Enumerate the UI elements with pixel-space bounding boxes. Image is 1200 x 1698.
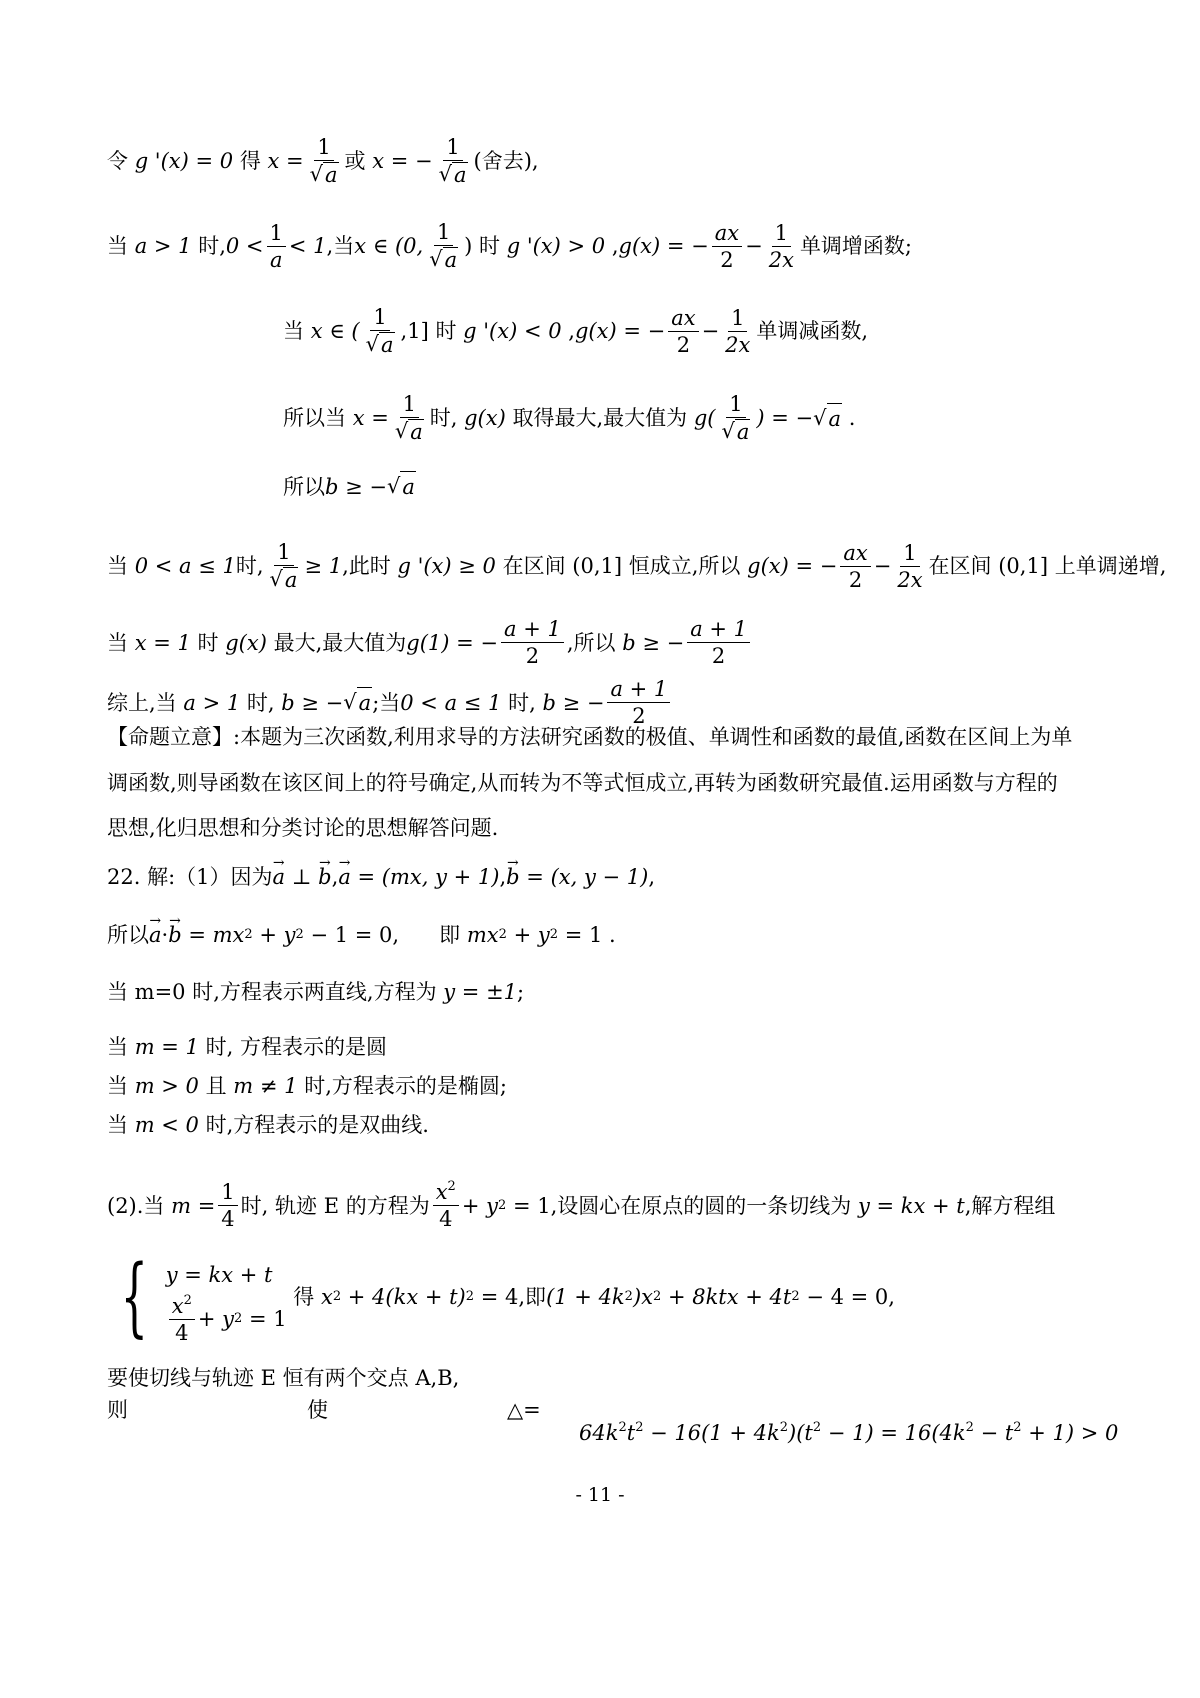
line-3: 当 x ∈ ( 1 √ a ,1] 时 g '(x) < 0 , g(x) = − $\frac{ax}{2}$ − $\frac{1}{2x}$ 单调减函数, [283,305,869,357]
line-2: 当 a > 1 时, 0 < $\frac{1}{a}$ < 1 ,当 x ∈ (0, 1 √ a ) 时 g '(x) > 0 , g(x) = − $\frac{ax}{2}$ − $\frac{1}{2x}$ 单调增函数; [107,220,913,272]
fraction: $\frac{a + 1}{2}$ [501,617,564,668]
line-1 [107,135,539,187]
line-13: 所以 → a · → b = mx 2 + y 2 − 1 = 0 , 即 mx 2 + y 2 = 1 . [107,920,616,950]
fraction: $\frac{ax}{2}$ [840,541,870,592]
fraction: 1 √ a [309,135,338,187]
fraction: $\frac{x^2}{4}$ [433,1180,459,1231]
line-14: 当 m=0 时,方程表示两直线,方程为 y = ±1 ; [107,980,525,1004]
fraction: $\frac{ax}{2}$ [668,306,698,357]
math: g '(x) = 0 [134,149,234,173]
line-11: 思想,化归思想和分类讨论的思想解答问题. [107,816,499,840]
math: x = − [372,149,433,173]
fraction: $\frac{1}{2x}$ [768,220,794,272]
line-17: 当 m < 0 时,方程表示的是双曲线. [107,1113,429,1137]
line-5: 所以 b ≥ − √ a [283,471,416,502]
text: 或 [344,149,366,173]
fraction: $\frac{1}{2x}$ [725,305,751,357]
fraction: $\frac{x^2}{4}$ [169,1294,195,1345]
line-19: { y = kx + t $\frac{x^2}{4}$ + y 2 = 1 得 x 2 + 4(kx + t) 2 = 4 ,即 (1 + 4k 2 )x 2 + 8ktx + 4t 2 − 4 = 0 , [107,1248,895,1346]
text: 令 [107,149,128,173]
text: (舍去), [473,149,539,173]
vector-a: → a [273,862,286,892]
fraction: 1 √ a [429,220,458,272]
line-18: (2).当 m = $\frac{1}{4}$ 时, 轨迹 E 的方程为 $\frac{x^2}{4}$ + y 2 = 1 ,设圆心在原点的圆的一条切线为 y = kx + t ,解方程组 [107,1179,1056,1231]
line-10: 调函数,则导函数在该区间上的符号确定,从而转为不等式恒成立,再转为函数研究最值.运用函数与方程的 [107,771,1058,795]
line-16: 当 m > 0 且 m ≠ 1 时,方程表示的是椭圆; [107,1074,507,1098]
fraction: 1 √ a [721,392,750,444]
vector-b: → b [506,862,519,892]
vector-b: → b [318,862,331,892]
sqrt-a: √ a [343,687,372,718]
line-20: 要使切线与轨迹 E 恒有两个交点 A,B, [107,1366,460,1390]
fraction: $\frac{ax}{2}$ [712,221,742,272]
page-number: - 11 - [575,1484,625,1506]
line-7: 当 x = 1 时 g(x) 最大,最大值为 g(1) = − $\frac{a + 1}{2}$ ,所以 b ≥ − $\frac{a + 1}{2}$ [107,617,753,668]
text: 得 [239,149,261,173]
fraction: 1 √ a [365,305,394,357]
fraction: $\frac{1}{4}$ [218,1180,237,1231]
fraction: $\frac{a + 1}{2}$ [687,617,750,668]
line-9: 【命题立意】:本题为三次函数,利用求导的方法研究函数的极值、单调性和函数的最值,函数在区间上为单 [107,725,1073,749]
fraction: $\frac{1}{2x}$ [897,540,923,592]
fraction: $\frac{a + 1}{2}$ [607,677,670,728]
equation-system: { y = kx + t $\frac{x^2}{4}$ + y 2 = 1 [120,1247,287,1347]
document-page: 令 g '(x) = 0 得 x = 1 √ a 或 x = − 1 √ a (舍去), 当 a > 1 时, 0 < $\frac{1}{a}$ < 1 ,当 x ∈ (0, 1 √ a ) 时 g '(x) > 0 , g(x) = − $\frac{ax}{2}$ − $\frac{1}{2x}$ 单调增函数; 当 x ∈ ( 1 √ a ,1] 时 g '(x) < 0 , g(x) = − $\frac{ax}{2}$ − $\frac{1}{2x}$ 单调减函数, 所以当 x = 1 √ a 时, g(x) 取得最大,最大值为 g( 1 √ a ) = − √ a . 所以 b ≥ − √ a 当 0 < a ≤ 1 时, 1 √ a ≥ 1 ,此时 g '(x) ≥ 0 在区间 (0,1] 恒成立,所以 g(x) = − $\frac{ax}{2}$ − $\frac{1}{2x}$ 在区间 (0,1] 上单调递增, 当 x = 1 时 g(x) 最大,最大值为 g(1) = − $\frac{a + 1}{2}$ ,所以 b ≥ − $\frac{a + 1}{2}$ 综上,当 a > 1 时, b ≥ − √ a ;当 0 < a ≤ 1 时, b ≥ − $\frac{a + 1}{2}$ 【命题立意】:本题为三次函数,利用求导的方法研究函数的极值、单调性和函数的最值,函数在区间上为单 调函数,则导函数在该区间上的符号确定,从而转为不等式恒成立,再转为函数研究最值.运用函数与方程的 思想,化归思想和分类讨论的思想解答问题. 22. 解:（1）因为 → a ⊥ → b , → a = (mx, y + 1) , → b = (x, y − 1) , 所以 → a · → b = mx 2 + y 2 − 1 = 0 , 即 mx 2 + y 2 = 1 . 当 m=0 时,方程表示两直线,方程为 y = ±1 ; 当 m = 1 时, 方程表示的是圆 当 m > 0 且 m ≠ 1 时,方程表示的是椭圆; 当 m < 0 时,方程表示的是双曲线. (2).当 m = $\frac{1}{4}$ 时, 轨迹 E 的方程为 $\frac{x^2}{4}$ + y 2 = 1 ,设圆心在原点的圆的一条切线为 y = kx + t ,解方程组 { y = kx + t $\frac{x^2}{4}$ + y 2 = 1 得 x 2 + 4(kx + t) 2 = 4 ,即 (1 + 4k 2 )x 2 + 8ktx + 4t 2 − 4 = 0 , 要使切线与轨迹 E 恒有两个交点 A,B, 则 使 △= $64k^2t^2 - 16(1 + 4k^2)(t^2 - 1) = 16(4k^2 - t^2 + 1) > 0$ - 11 - [0,0,1200,1698]
math: x = [267,149,304,173]
fraction: $\frac{1}{a}$ [267,221,286,272]
line-8: 综上,当 a > 1 时, b ≥ − √ a ;当 0 < a ≤ 1 时, b ≥ − $\frac{a + 1}{2}$ [107,677,673,728]
vector-a: → a [338,862,351,892]
fraction: 1 √ a [394,392,423,444]
line-6: 当 0 < a ≤ 1 时, 1 √ a ≥ 1 ,此时 g '(x) ≥ 0 在区间 (0,1] 恒成立,所以 g(x) = − $\frac{ax}{2}$ − $\frac{1}{2x}$ 在区间 (0,1] 上单调递增, [107,540,1167,592]
line-4: 所以当 x = 1 √ a 时, g(x) 取得最大,最大值为 g( 1 √ a ) = − √ a . [283,392,856,444]
line-12: 22. 解:（1）因为 → a ⊥ → b , → a = (mx, y + 1) , → b = (x, y − 1) , [107,862,655,892]
line-15: 当 m = 1 时, 方程表示的是圆 [107,1035,387,1059]
sqrt-a: √ a [813,403,842,434]
fraction: 1 √ a [269,540,298,592]
fraction: 1 √ a [438,135,467,187]
sqrt-a: √ a [387,471,416,502]
